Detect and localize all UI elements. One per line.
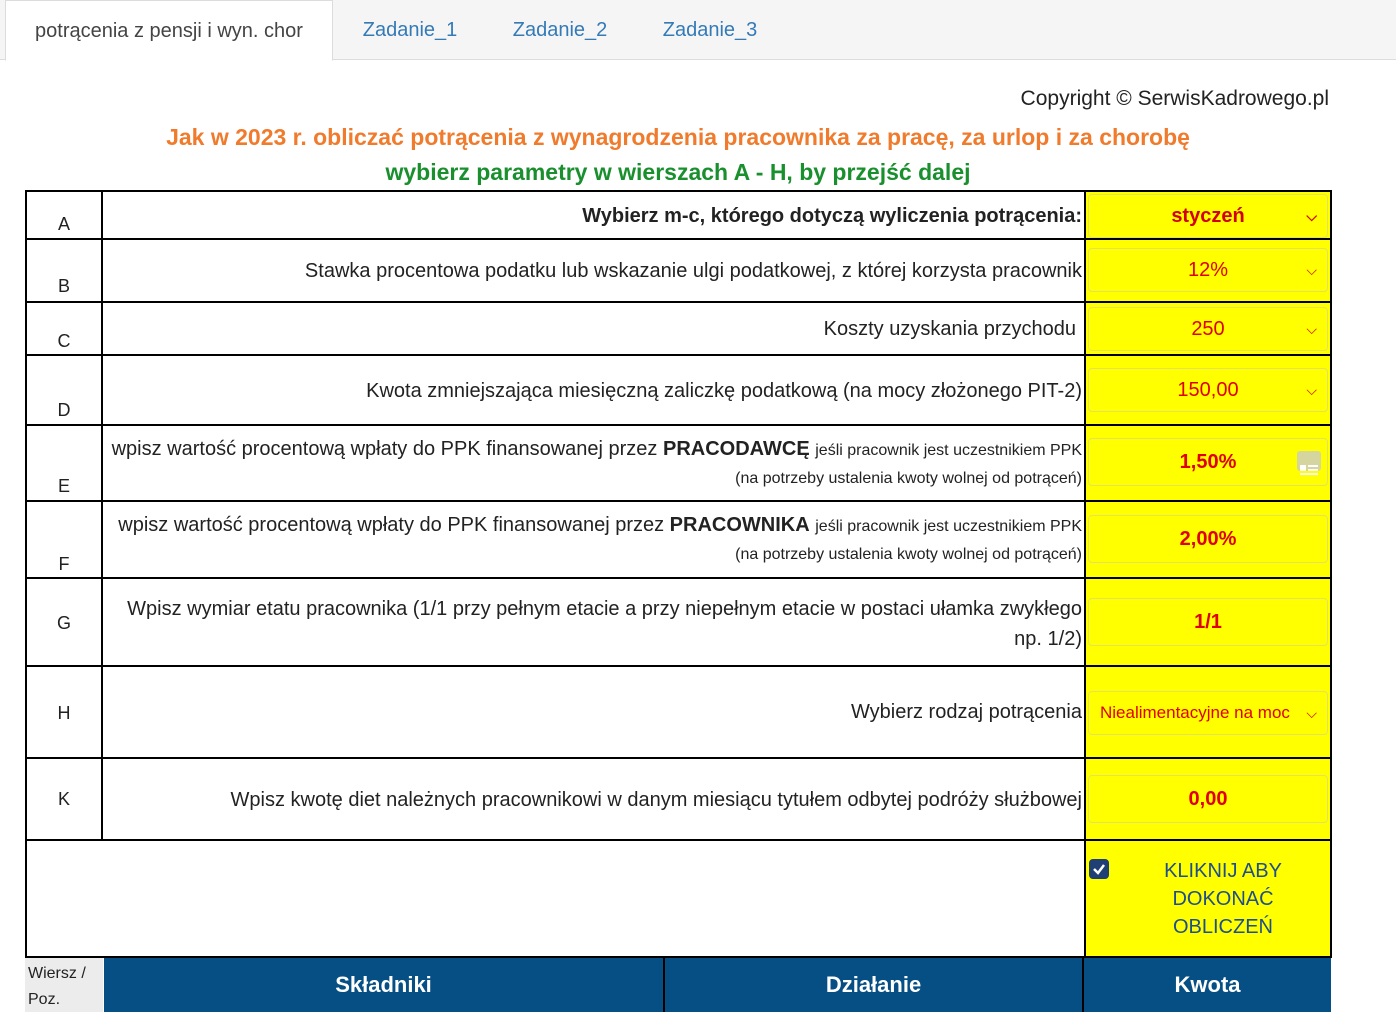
row-label: wpisz wartość procentową wpłaty do PPK finansowanej przez PRACODAWCĘ jeśli pracownik jest uczestnikiem PPK (na potrzeby ustalenia kwoty wolnej od potrąceń) — [111, 438, 1082, 487]
ppk-employer-input[interactable]: 1,50% — [1088, 438, 1328, 486]
header-kwota: Kwota — [1084, 958, 1331, 1012]
value-cell — [1084, 579, 1332, 665]
costs-select[interactable]: 250 ⌵ — [1088, 307, 1328, 351]
tax-reduction-select[interactable]: 150,00 ⌵ — [1088, 368, 1328, 412]
value-cell — [1084, 759, 1332, 839]
header-dzialanie: Działanie — [665, 958, 1084, 1012]
work-time-input[interactable]: 1/1 — [1088, 598, 1328, 646]
row-c — [25, 301, 1332, 354]
calculate-cell — [1084, 841, 1332, 956]
row-b — [25, 238, 1332, 301]
row-code: G — [25, 579, 103, 665]
row-code: D — [25, 356, 103, 424]
row-label: Wybierz m-c, którego dotyczą wyliczenia potrącenia: — [582, 205, 1082, 227]
row-code: H — [25, 667, 103, 757]
row-d — [25, 354, 1332, 424]
value-cell — [1084, 356, 1332, 424]
chevron-down-icon: ⌵ — [1306, 382, 1317, 398]
tab-zadanie-3[interactable]: Zadanie_3 — [662, 19, 758, 41]
value-cell — [1084, 667, 1332, 757]
row-label: Koszty uzyskania przychodu — [823, 318, 1076, 340]
row-e — [25, 424, 1332, 500]
row-a — [25, 190, 1332, 238]
contact-card-icon — [1297, 451, 1321, 471]
row-label: Stawka procentowa podatku lub wskazanie ulgi podatkowej, z której korzysta pracownik — [304, 260, 1082, 282]
value-cell — [1084, 192, 1332, 238]
row-code: C — [25, 303, 103, 354]
value-cell — [1084, 240, 1332, 301]
row-label: wpisz wartość procentową wpłaty do PPK finansowanej przez PRACOWNIKA jeśli pracownik jest uczestnikiem PPK (na potrzeby ustalenia kwoty wolnej od potrąceń) — [118, 514, 1082, 563]
row-label: Kwota zmniejszająca miesięczną zaliczkę podatkową (na mocy złożonego PIT-2) — [366, 380, 1082, 402]
header-skladniki: Składniki — [104, 958, 665, 1012]
page-title: Jak w 2023 r. obliczać potrącenia z wynagrodzenia pracownika za pracę, za urlop i za chorobę — [166, 124, 1190, 150]
row-label: Wpisz wymiar etatu pracownika (1/1 przy pełnym etacie a przy niepełnym etacie w postaci ułamka zwykłego np. 1/2) — [127, 598, 1082, 650]
row-code: E — [25, 426, 103, 500]
deduction-type-select[interactable]: Niealimentacyjne na moc ⌵ — [1088, 691, 1328, 735]
row-calculate — [25, 839, 1332, 958]
row-code: F — [25, 502, 103, 577]
calculate-button[interactable]: KLIKNIJ ABY DOKONAĆ OBLICZEŃ — [1164, 860, 1282, 938]
value-cell — [1084, 502, 1332, 577]
chevron-down-icon: ⌵ — [1302, 692, 1317, 734]
page-subtitle: wybierz parametry w wierszach A - H, by przejść dalej — [385, 159, 971, 185]
row-h — [25, 665, 1332, 757]
ppk-employee-input[interactable]: 2,00% — [1088, 515, 1328, 563]
month-select[interactable]: styczeń ⌵ — [1088, 194, 1328, 238]
row-position-header: Wiersz / Poz. — [25, 958, 103, 1012]
row-code: B — [25, 240, 103, 301]
chevron-down-icon: ⌵ — [1306, 262, 1317, 278]
chevron-down-icon: ⌵ — [1306, 208, 1317, 224]
tab-zadanie-2[interactable]: Zadanie_2 — [512, 19, 608, 41]
tab-potracenia[interactable]: potrącenia z pensji i wyn. chor — [5, 0, 333, 61]
value-cell — [1084, 426, 1332, 500]
row-code: K — [25, 759, 103, 839]
row-k — [25, 757, 1332, 839]
tax-rate-select[interactable]: 12% ⌵ — [1088, 248, 1328, 292]
calculate-checkbox[interactable] — [1089, 859, 1109, 879]
chevron-down-icon: ⌵ — [1306, 321, 1317, 337]
tab-zadanie-1[interactable]: Zadanie_1 — [362, 19, 458, 41]
copyright: Copyright © SerwisKadrowego.pl — [1020, 87, 1329, 110]
row-label: Wybierz rodzaj potrącenia — [850, 701, 1082, 723]
row-f — [25, 500, 1332, 577]
row-g — [25, 577, 1332, 665]
value-cell — [1084, 303, 1332, 354]
row-code: A — [25, 192, 103, 238]
row-label: Wpisz kwotę diet należnych pracownikowi w danym miesiącu tytułem odbytej podróży służbowej — [230, 789, 1082, 811]
allowance-input[interactable]: 0,00 — [1088, 775, 1328, 823]
tab-bar — [0, 0, 1396, 60]
